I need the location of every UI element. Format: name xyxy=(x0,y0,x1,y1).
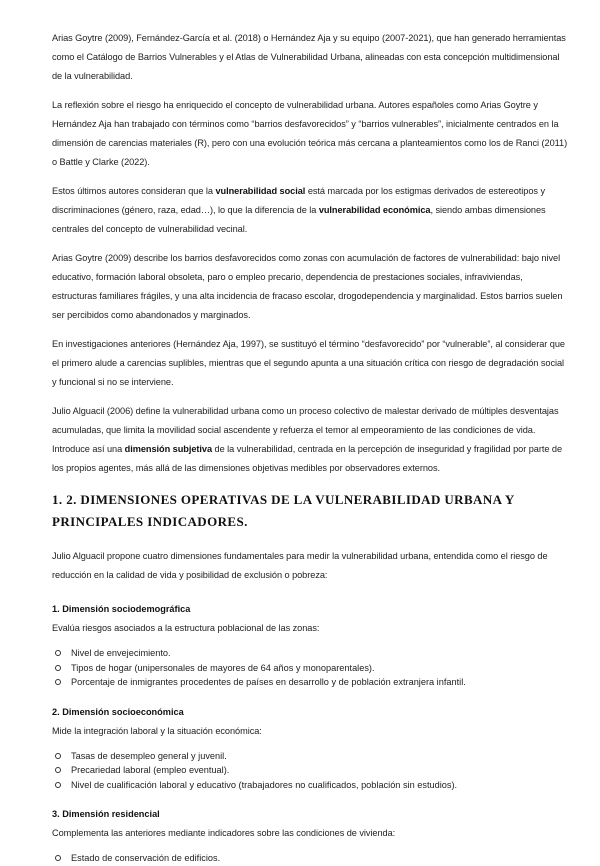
list-item: Porcentaje de inmigrantes procedentes de países en desarrollo y de población extranjera infantil. xyxy=(52,675,570,690)
paragraph-3-bold-social: vulnerabilidad social xyxy=(215,186,306,196)
hollow-circle-bullet-icon xyxy=(55,855,61,861)
hollow-circle-bullet-icon xyxy=(55,753,61,759)
dimension-3-list xyxy=(52,851,570,866)
list-item: Tipos de hogar (unipersonales de mayores de 64 años y monoparentales). xyxy=(52,661,570,676)
paragraph-3-text-a: Estos últimos autores consideran que la xyxy=(52,186,216,196)
dimension-3-description: Complementa las anteriores mediante indicadores sobre las condiciones de vivienda: xyxy=(52,828,396,838)
paragraph-3-text-e: , siendo ambas dimensiones centrales del concepto de vulnerabilidad vecinal. xyxy=(52,205,546,234)
hollow-circle-bullet-icon xyxy=(55,679,61,685)
list-item: Nivel de envejecimiento. xyxy=(52,646,570,661)
dimension-2-list xyxy=(52,749,570,793)
paragraph-3-bold-economica: vulnerabilidad económica xyxy=(318,205,431,215)
paragraph-3 xyxy=(52,182,570,239)
dimension-2-title: 2. Dimensión socioeconómica xyxy=(52,706,184,717)
paragraph-6-bold-subjetiva: dimensión subjetiva xyxy=(124,444,213,454)
dimension-1-title: 1. Dimensión sociodemográfica xyxy=(52,604,191,614)
paragraph-4: Arias Goytre (2009) describe los barrios desfavorecidos como zonas con acumulación de factores de vulnerabilidad: bajo nivel educativo, formación laboral obsoleta, paro o empleo precario, dependencia de prestaciones sociales, infraviviendas, estructuras familiares frágiles, y una alta incidencia de fracaso escolar, drogodependencia y marginalidad. Estos barrios suelen ser percibidos como abandonados y marginados. xyxy=(52,253,563,320)
dimension-1-list xyxy=(52,646,570,690)
hollow-circle-bullet-icon xyxy=(55,782,61,788)
dimension-3-title: 3. Dimensión residencial xyxy=(52,809,160,819)
section-heading: 1. 2. DIMENSIONES OPERATIVAS DE LA VULNERABILIDAD URBANA Y PRINCIPALES INDICADORES. xyxy=(52,492,515,529)
paragraph-6-text-a: Julio Alguacil (2006) define la vulnerabilidad urbana como un proceso colectivo de malestar derivado de múltiples desventajas acumuladas, que limita la movilidad social ascendente y refuerza el temor al empeoramiento de las condiciones de vida. Introduce así una xyxy=(52,406,559,454)
paragraph-5: En investigaciones anteriores (Hernández Aja, 1997), se sustituyó el término “desfavorecido” por “vulnerable”, al considerar que el primero alude a carencias suplibles, mientras que el segundo apunta a una situación crítica con riesgo de degradación social y funcional si no se interviene. xyxy=(52,339,565,387)
list-item: Nivel de cualificación laboral y educativo (trabajadores no cualificados, población sin estudios). xyxy=(52,778,570,793)
dimension-2-description: Mide la integración laboral y la situación económica: xyxy=(52,725,262,736)
list-item: Estado de conservación de edificios. xyxy=(52,851,570,866)
paragraph-6 xyxy=(52,402,570,478)
dimension-1-description: Evalúa riesgos asociados a la estructura poblacional de las zonas: xyxy=(52,623,320,633)
list-item: Tasas de desempleo general y juvenil. xyxy=(52,749,570,764)
list-item: Precariedad laboral (empleo eventual). xyxy=(52,763,570,778)
section-intro: Julio Alguacil propone cuatro dimensiones fundamentales para medir la vulnerabilidad urbana, entendida como el riesgo de reducción en la calidad de vida y posibilidad de exclusión o pobreza: xyxy=(52,551,548,580)
hollow-circle-bullet-icon xyxy=(55,650,61,656)
paragraph-3-text-c: está marcada por los estigmas derivados de estereotipos y discriminaciones (género, raza, edad…), lo que la diferencia de la xyxy=(52,186,545,215)
paragraph-2: La reflexión sobre el riesgo ha enriquecido el concepto de vulnerabilidad urbana. Autores españoles como Arias Goytre y Hernández Aja han trabajado con términos como “barrios desfavorecidos” y “barrios vulnerables”, inicialmente centrados en la dimensión de carencias materiales (R), pero con una evolución teórica más cercana a planteamientos como los de Ranci (2011) o Battle y Clarke (2022). xyxy=(52,100,568,167)
paragraph-6-text-c: de la vulnerabilidad, centrada en la percepción de inseguridad y fragilidad por parte de los propios agentes, más allá de las dimensiones objetivas medibles por observadores externos. xyxy=(52,444,563,473)
paragraph-1: Arias Goytre (2009), Fernández-García et al. (2018) o Hernández Aja y su equipo (2007-2021), que han generado herramientas como el Catálogo de Barrios Vulnerables y el Atlas de Vulnerabilidad Urbana, alineadas con esta concepción multidimensional de la vulnerabilidad. xyxy=(52,33,566,81)
hollow-circle-bullet-icon xyxy=(55,767,61,773)
hollow-circle-bullet-icon xyxy=(55,665,61,671)
